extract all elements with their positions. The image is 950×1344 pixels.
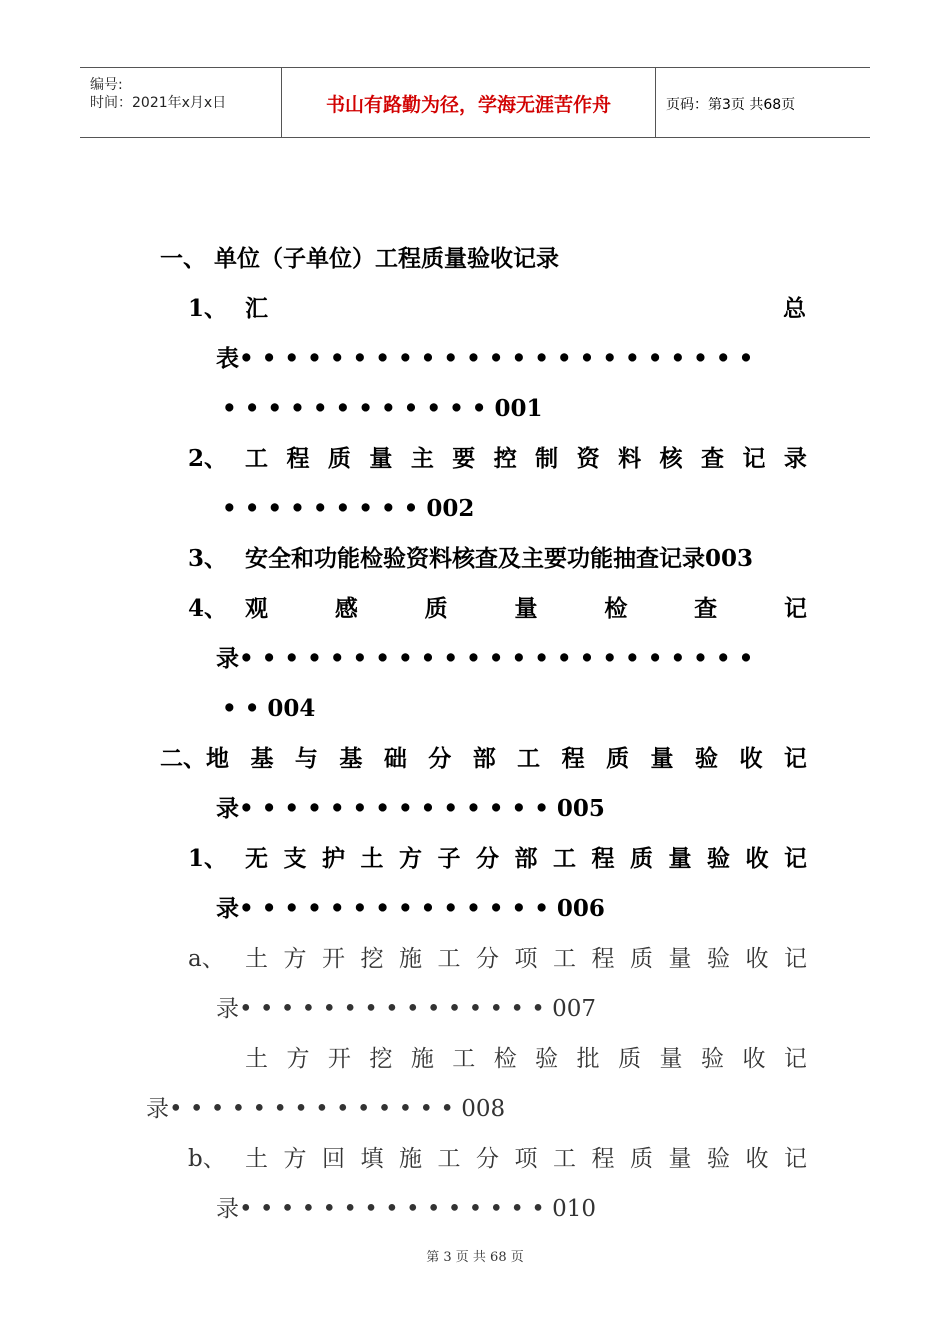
toc-char: 填 bbox=[360, 1146, 384, 1172]
toc-char: 开 bbox=[322, 946, 345, 972]
toc-char: 量 bbox=[668, 1146, 692, 1172]
toc-item-text: 安全和功能检验资料核查及主要功能抽查记录003 bbox=[245, 545, 754, 572]
toc-char: 量 bbox=[668, 845, 692, 872]
toc-char: 回 bbox=[322, 1146, 345, 1172]
toc-char: 验 bbox=[707, 946, 730, 972]
toc-item-number: a、 bbox=[188, 946, 225, 972]
toc-char: 基 bbox=[339, 745, 363, 772]
document-time-label: 时间：2021年x月x日 bbox=[90, 95, 227, 111]
toc-char: 工 bbox=[245, 445, 268, 472]
toc-char: 工 bbox=[437, 946, 461, 972]
toc-char: 量 bbox=[650, 745, 674, 772]
header-table bbox=[80, 67, 870, 138]
toc-char: 挖 bbox=[369, 1046, 393, 1072]
toc-char: 记 bbox=[784, 946, 807, 972]
toc-char: 主 bbox=[410, 445, 434, 472]
toc-char: 二、地 bbox=[160, 745, 229, 772]
toc-char: 工 bbox=[553, 845, 576, 872]
toc-char: 记 bbox=[742, 445, 766, 472]
toc-char: 程 bbox=[591, 845, 615, 872]
toc-char: 程 bbox=[591, 946, 615, 972]
toc-char: 控 bbox=[493, 445, 517, 472]
toc-char: 部 bbox=[514, 845, 538, 872]
toc-char: 批 bbox=[576, 1046, 600, 1072]
header-motto-cell bbox=[281, 68, 656, 137]
toc-item-text bbox=[245, 844, 807, 874]
toc-char: 质 bbox=[424, 595, 448, 622]
toc-char: 质 bbox=[630, 845, 653, 872]
toc-char: 与 bbox=[294, 745, 318, 772]
toc-item-number: 1、 bbox=[188, 845, 228, 872]
toc-char: 收 bbox=[739, 745, 763, 772]
toc-char: 量 bbox=[668, 946, 692, 972]
toc-char: 工 bbox=[553, 946, 576, 972]
toc-char: 土 bbox=[245, 1146, 268, 1172]
toc-section-1-title: 一、 单位（子单位）工程质量验收记录 bbox=[160, 245, 560, 272]
toc-item-text bbox=[245, 594, 807, 624]
toc-char: 记 bbox=[784, 1146, 807, 1172]
header-info-cell bbox=[80, 68, 281, 137]
toc-item-text: 汇 bbox=[245, 295, 268, 322]
toc-item-number: 2、 bbox=[188, 445, 228, 472]
toc-item-leader: • • • • • • • • • • • • 001 bbox=[222, 395, 543, 422]
toc-char: 收 bbox=[745, 845, 769, 872]
toc-char: 质 bbox=[630, 1146, 653, 1172]
toc-char: 工 bbox=[437, 1146, 461, 1172]
toc-char: 量 bbox=[659, 1046, 683, 1072]
toc-item-leader: • • • • • • • • • 002 bbox=[222, 495, 475, 522]
toc-char: 验 bbox=[707, 1146, 730, 1172]
toc-char: 记 bbox=[783, 595, 807, 622]
toc-char: 量 bbox=[514, 595, 538, 622]
toc-char: 挖 bbox=[360, 946, 384, 972]
toc-char: 检 bbox=[493, 1046, 517, 1072]
toc-char: 支 bbox=[283, 845, 307, 872]
toc-char: 基 bbox=[250, 745, 274, 772]
toc-char: 记 bbox=[784, 845, 807, 872]
toc-item-number: 3、 bbox=[188, 545, 228, 572]
toc-char: 分 bbox=[428, 745, 452, 772]
toc-char: 收 bbox=[742, 1046, 766, 1072]
toc-char: 质 bbox=[327, 445, 351, 472]
toc-item-leader: 录• • • • • • • • • • • • • • • • • • • • • • • bbox=[216, 645, 754, 672]
toc-char: 程 bbox=[591, 1146, 615, 1172]
toc-item-text bbox=[245, 1144, 807, 1174]
toc-char: 施 bbox=[399, 946, 422, 972]
toc-char: 程 bbox=[286, 445, 310, 472]
toc-item-leader: 录• • • • • • • • • • • • • • • 010 bbox=[216, 1196, 597, 1222]
toc-item-leader: 录• • • • • • • • • • • • • • 006 bbox=[216, 895, 605, 922]
toc-item-number: 4、 bbox=[188, 595, 228, 622]
page-number-label: 页码：第3页 共68页 bbox=[666, 97, 796, 113]
toc-char: 工 bbox=[517, 745, 541, 772]
toc-section-2-title bbox=[160, 744, 807, 774]
toc-char: 方 bbox=[399, 845, 422, 872]
toc-char: 方 bbox=[286, 1046, 310, 1072]
toc-char: 感 bbox=[334, 595, 358, 622]
toc-item-text bbox=[245, 444, 807, 474]
toc-char: 础 bbox=[383, 745, 407, 772]
toc-char: 要 bbox=[452, 445, 476, 472]
toc-char: 施 bbox=[410, 1046, 434, 1072]
toc-char: 验 bbox=[700, 1046, 724, 1072]
toc-char: 核 bbox=[659, 445, 683, 472]
toc-item-leader: 录• • • • • • • • • • • • • • 008 bbox=[146, 1096, 506, 1122]
toc-item-leader: 录• • • • • • • • • • • • • • 005 bbox=[216, 795, 605, 822]
toc-item-number: 1、 bbox=[188, 295, 228, 322]
toc-char: 观 bbox=[245, 595, 268, 622]
header-page-cell bbox=[656, 68, 870, 137]
toc-char: 子 bbox=[437, 845, 461, 872]
toc-char: 验 bbox=[694, 745, 718, 772]
toc-char: 项 bbox=[514, 946, 538, 972]
toc-char: 土 bbox=[360, 845, 384, 872]
toc-char: 录 bbox=[783, 445, 807, 472]
toc-item-leader: 录• • • • • • • • • • • • • • • 007 bbox=[216, 996, 597, 1022]
toc-char: 土 bbox=[245, 946, 268, 972]
toc-char: 部 bbox=[472, 745, 496, 772]
toc-char: 方 bbox=[283, 1146, 307, 1172]
toc-item-text: 总 bbox=[783, 295, 806, 322]
toc-item-text bbox=[245, 944, 807, 974]
toc-char: 料 bbox=[618, 445, 642, 472]
toc-char: 收 bbox=[745, 946, 769, 972]
toc-char: 方 bbox=[283, 946, 307, 972]
toc-char: 验 bbox=[707, 845, 730, 872]
toc-char: 护 bbox=[322, 845, 345, 872]
toc-char: 程 bbox=[561, 745, 585, 772]
toc-item-number: b、 bbox=[188, 1146, 226, 1172]
toc-char: 质 bbox=[618, 1046, 642, 1072]
toc-char: 工 bbox=[553, 1146, 576, 1172]
toc-char: 制 bbox=[535, 445, 559, 472]
toc-item-text bbox=[245, 1044, 807, 1074]
toc-char: 检 bbox=[604, 595, 628, 622]
toc-item-leader: • • 004 bbox=[222, 695, 316, 722]
toc-char: 查 bbox=[700, 445, 724, 472]
toc-char: 分 bbox=[476, 946, 499, 972]
toc-char: 分 bbox=[476, 1146, 499, 1172]
toc-char: 质 bbox=[630, 946, 653, 972]
motto-text: 书山有路勤为径，学海无涯苦作舟 bbox=[325, 94, 611, 116]
toc-char: 施 bbox=[399, 1146, 422, 1172]
toc-char: 项 bbox=[514, 1146, 538, 1172]
toc-char: 开 bbox=[327, 1046, 351, 1072]
toc-char: 质 bbox=[606, 745, 630, 772]
toc-char: 验 bbox=[535, 1046, 559, 1072]
toc-char: 记 bbox=[783, 745, 807, 772]
document-number-label: 编号: bbox=[90, 77, 123, 93]
toc-char: 量 bbox=[369, 445, 393, 472]
toc-char: 记 bbox=[783, 1046, 807, 1072]
toc-char: 分 bbox=[476, 845, 499, 872]
toc-char: 查 bbox=[694, 595, 718, 622]
toc-char: 工 bbox=[452, 1046, 476, 1072]
toc-char: 收 bbox=[745, 1146, 769, 1172]
toc-char: 土 bbox=[245, 1046, 268, 1072]
toc-item-leader: 表• • • • • • • • • • • • • • • • • • • • • • • bbox=[216, 345, 754, 372]
page-footer: 第 3 页 共 68 页 bbox=[426, 1250, 524, 1265]
toc-char: 无 bbox=[245, 845, 268, 872]
toc-char: 资 bbox=[576, 445, 600, 472]
